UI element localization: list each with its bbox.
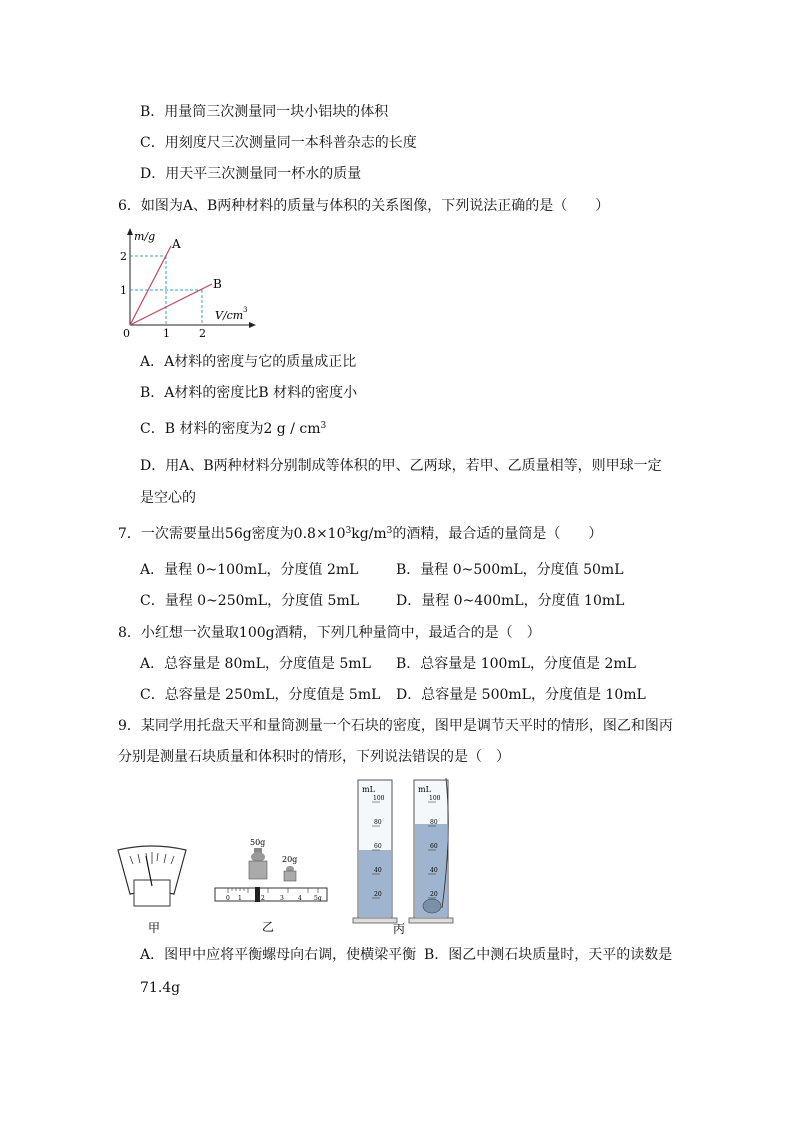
fig-bing-label: 丙 [393,922,406,936]
cyl1-tick-80: 80 [374,819,382,826]
line-b-label: B [213,277,222,291]
cylinder-with-stone [409,778,453,923]
q8-option-b: B．总容量是 100mL，分度值是 2mL [396,656,636,672]
prev-option-c: C．用刻度尺三次测量同一本科普杂志的长度 [140,135,417,151]
cyl2-tick-80: 80 [430,819,438,826]
q6-option-a: A．A材料的密度与它的质量成正比 [140,354,357,370]
fig-yi-label: 乙 [262,920,275,934]
q9-option-a: A．图甲中应将平衡螺母向右调，使横梁平衡 [140,947,417,963]
q7-option-d: D．量程 0~400mL，分度值 10mL [396,593,625,609]
q6-option-d: D．用A、B两种材料分别制成等体积的甲、乙两球，若甲、乙质量相等，则甲球一定 [140,458,662,474]
y-tick-1: 1 [120,284,127,297]
origin-label: 0 [123,327,130,338]
ruler-label-0: 0 [226,895,230,902]
cyl1-tick-60: 60 [374,843,382,850]
stone-icon [423,899,441,913]
q9-option-b: B．图乙中测石块质量时，天平的读数是 [424,947,673,963]
fig-jia-balance-dial [112,842,192,934]
q7-option-a: A．量程 0~100mL，分度值 2mL [140,562,359,578]
cyl2-tick-20: 20 [430,891,438,898]
line-a [130,246,171,325]
cyl2-tick-60: 60 [430,843,438,850]
prev-option-b: B．用量筒三次测量同一块小铝块的体积 [140,104,389,120]
y-tick-2: 2 [120,250,127,263]
y-axis-label: m/g [134,230,156,243]
weight-20-label: 20g [282,855,298,864]
cyl2-tick-100: 100 [429,795,441,802]
cyl2-unit: mL [418,785,431,794]
x-tick-1: 1 [163,327,170,338]
fig-jia-label: 甲 [148,921,161,934]
ruler-label-2: 2 [261,895,265,902]
q9-stem-cont: 分别是测量石块质量和体积时的情形，下列说法错误的是（ ） [118,749,510,765]
ruler-label-1: 1 [238,895,242,902]
cylinder-water [353,780,397,923]
q7-option-b: B．量程 0~500mL，分度值 50mL [396,562,624,578]
ruler-label-3: 3 [280,895,284,902]
x-tick-2: 2 [199,327,206,338]
q8-option-c: C．总容量是 250mL，分度值是 5mL [140,687,381,703]
fig-yi-weights-ruler [210,836,336,936]
x-axis-label-sup: 3 [243,306,248,314]
fig-bing-cylinders [350,776,460,936]
cyl2-tick-40: 40 [430,867,438,874]
weight-50-label: 50g [250,838,266,847]
cyl1-tick-20: 20 [374,891,382,898]
q7-stem: 7．一次需要量出56g密度为$0.8\times 10^3kg/m^3$的酒精，最合适的量筒是（ ） [118,526,603,542]
q6-option-d-cont: 是空心的 [140,490,196,506]
q6-stem: 6．如图为A、B两种材料的质量与体积的关系图像，下列说法正确的是（ ） [118,198,610,214]
cyl1-unit: mL [362,785,375,794]
ruler-label-4: 4 [298,895,302,902]
line-a-label: A [172,237,181,251]
prev-option-d: D．用天平三次测量同一杯水的质量 [140,166,362,182]
q9-option-b-cont: 71.4g [140,980,181,996]
q8-stem: 8．小红想一次量取100g酒精，下列几种量筒中，最适合的是（ ） [118,625,541,641]
q6-option-b: B．A材料的密度比B 材料的密度小 [140,385,358,401]
cyl1-tick-40: 40 [374,867,382,874]
x-axis-label: V/cm [215,309,244,322]
q7-option-c: C．量程 0~250mL，分度值 5mL [140,593,360,609]
q6-option-c: C．B 材料的密度为2 g / $cm^3$ [140,421,327,437]
q6-mass-volume-graph [112,226,262,338]
q8-option-d: D．总容量是 500mL，分度值是 10mL [396,687,646,703]
q9-stem: 9．某同学用托盘天平和量筒测量一个石块的密度，图甲是调节天平时的情形，图乙和图丙 [118,718,673,734]
ruler-label-5: 5g [314,895,322,902]
q8-option-a: A．总容量是 80mL，分度值是 5mL [140,656,371,672]
cyl1-tick-100: 100 [373,795,385,802]
